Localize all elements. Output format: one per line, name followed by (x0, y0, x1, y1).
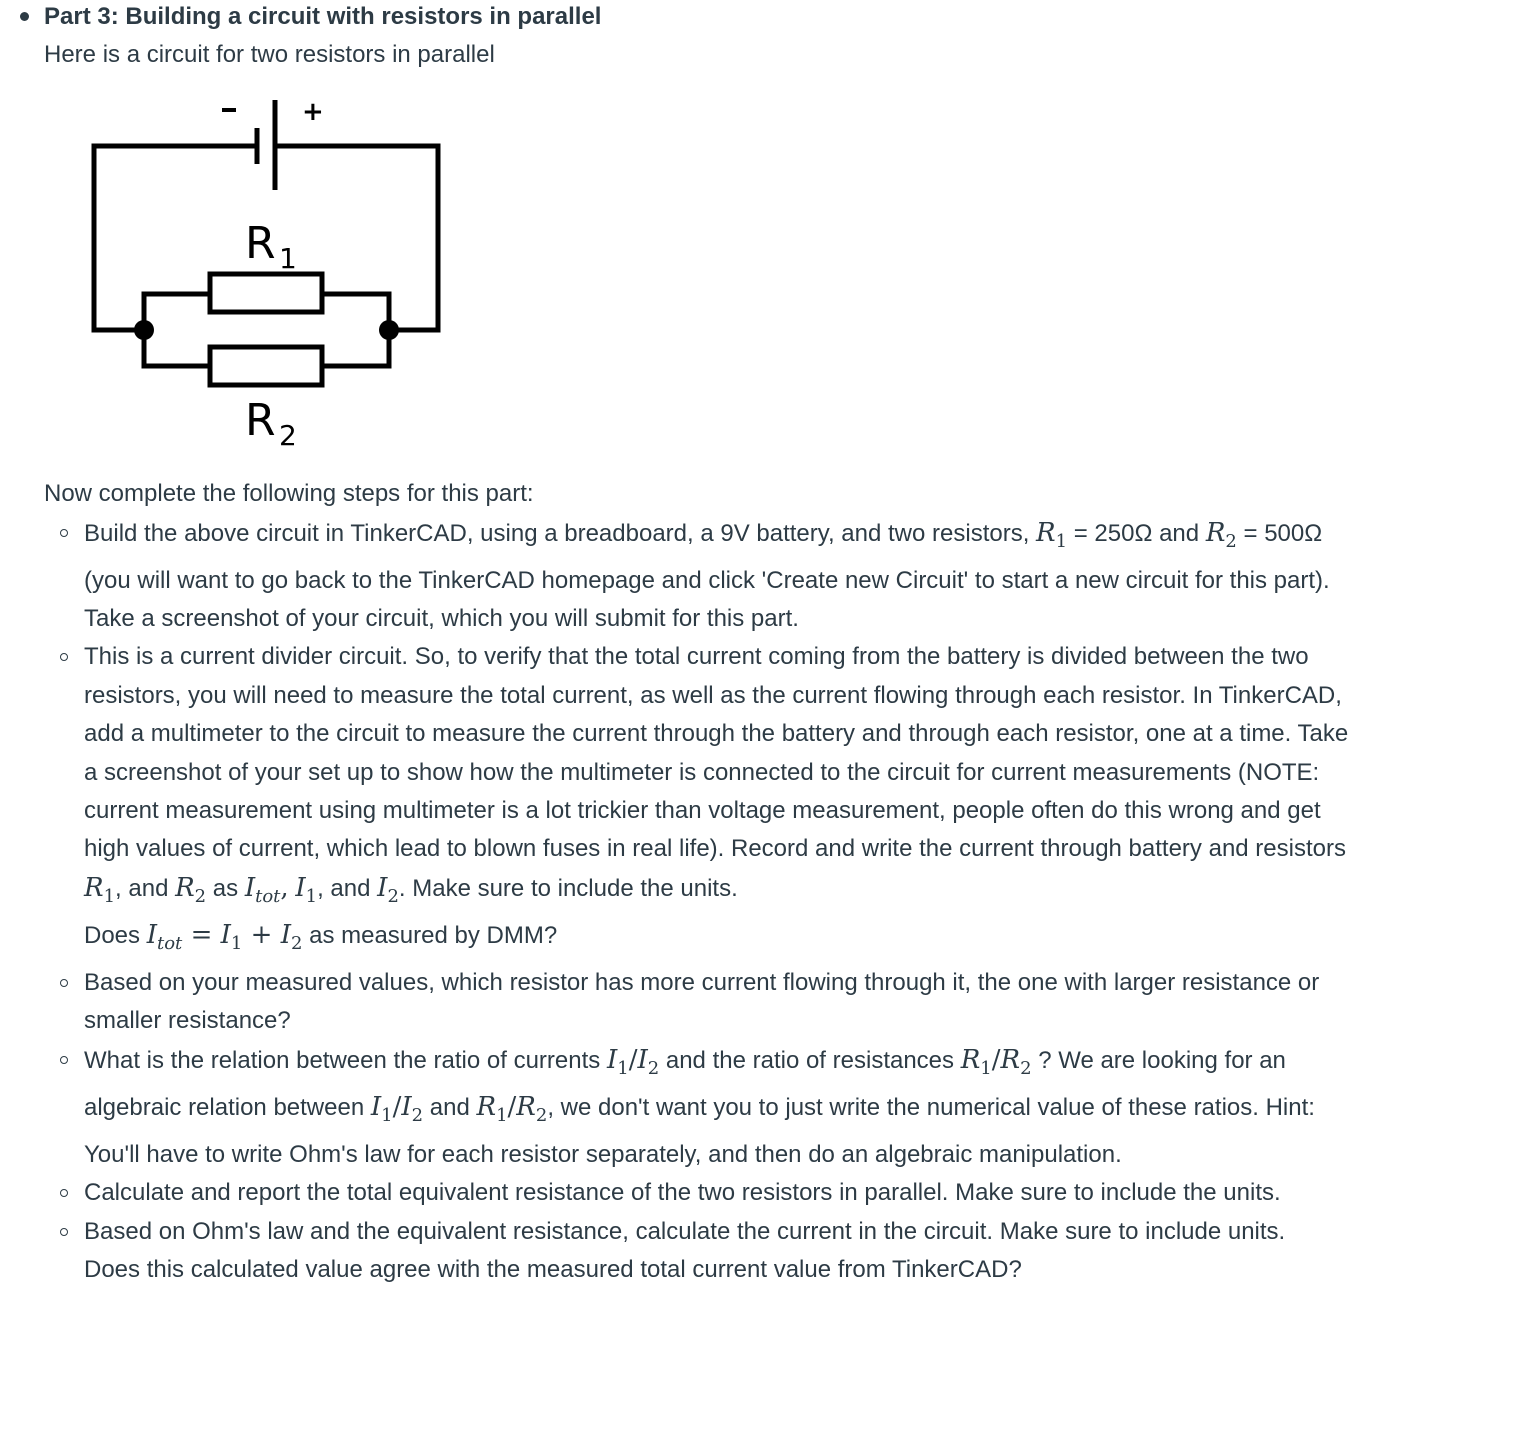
steps-intro: Now complete the following steps for this part: (44, 480, 534, 507)
part-title: Part 3: Building a circuit with resistors in parallel (44, 3, 602, 30)
step-1: Build the above circuit in TinkerCAD, using a breadboard, a 9V battery, and two resistors, $R_1 = 250\Omega$ and $R_2 = 500\Omega$ (you will want to go back to the TinkerCAD homepage and click 'Create new Circuit' to start a new circuit for this part). Take a screenshot of your circuit, which you will submit for this part. (84, 514, 1364, 638)
step-5: Calculate and report the total equivalent resistance of the two resistors in parallel. Make sure to include the units. (84, 1174, 1364, 1212)
math-r-ratio-2: $R_1/R_2$ (476, 1092, 548, 1127)
math-itot: $I_{tot}$, (244, 872, 289, 908)
r2-subscript: 2 (279, 419, 297, 452)
math-equation: $I_{tot} = I_1 + I_2$ (146, 920, 303, 955)
minus-sign-icon (222, 108, 236, 112)
step-4: What is the relation between the ratio of currents $I_1/I_2$ and the ratio of resistances $R_1/R_2$ ? We are looking for an algebraic relation between $I_1/I_2$ and $R_1/R_2$, we don't want you to just write the numerical value of these ratios. Hint: You'll have to write Ohm's law for each resistor separately, and then do an algebraic manipulation. (84, 1041, 1364, 1175)
left-junction-node (134, 320, 154, 340)
math-i1: $I_1$ (295, 872, 318, 908)
math-i-ratio-2: $I_1/I_2$ (370, 1092, 424, 1127)
step-6: Based on Ohm's law and the equivalent resistance, calculate the current in the circuit. Make sure to include units. Does this calculated value agree with the measured total current value from TinkerCAD? (84, 1213, 1364, 1290)
resistor-r1 (210, 274, 322, 312)
step-6-question: Does this calculated value agree with the measured total current value from TinkerCAD? (84, 1256, 1022, 1284)
intro-text: Here is a circuit for two resistors in parallel (44, 41, 495, 68)
battery-minus-text: - (60, 90, 61, 91)
battery-plus-label: + (302, 97, 324, 127)
step-3: Based on your measured values, which resistor has more current flowing through it, the one with larger resistance or smaller resistance? (84, 964, 1364, 1041)
math-r1: $R_1$ (1036, 518, 1068, 553)
math-r2: $R_2$ (175, 872, 207, 908)
math-i2: $I_2$ (377, 872, 399, 908)
step-2-question: Does $I_{tot} = I_1 + I_2$ as measured by DMM? (84, 920, 558, 955)
bullet-icon (20, 12, 29, 21)
r1-label: R (245, 218, 276, 269)
math-i-ratio: $I_1/I_2$ (606, 1044, 660, 1080)
circuit-diagram (60, 90, 460, 460)
right-junction-node (379, 320, 399, 340)
resistor-r2 (210, 347, 322, 385)
math-r2: $R_2$ (1205, 518, 1237, 553)
step-2: This is a current divider circuit. So, to verify that the total current coming from the battery is divided between the two resistors, you will need to measure the total current, as well as the current flowing through each resistor. In TinkerCAD, add a multimeter to the circuit to measure the current through the battery and through each resistor, one at a time. Take a screenshot of your set up to show how the multimeter is connected to the circuit for current measurements (NOTE: current measurement using multimeter is a lot trickier than voltage measurement, people often do this wrong and get high values of current, which lead to blown fuses in real life). Record and write the current through battery and resistors $R_1$, and $R_2$ as $I_{tot}$, $I_1$, and $I_2$. Make sure to include the units. Does $I_{tot} = I_1 + I_2$ as measured by DMM? (84, 638, 1364, 964)
math-r-ratio: $R_1/R_2$ (960, 1044, 1032, 1080)
steps-list (84, 514, 1364, 1290)
r2-label: R (245, 395, 276, 446)
math-r1: $R_1$ (84, 872, 116, 908)
r1-subscript: 1 (279, 242, 297, 275)
